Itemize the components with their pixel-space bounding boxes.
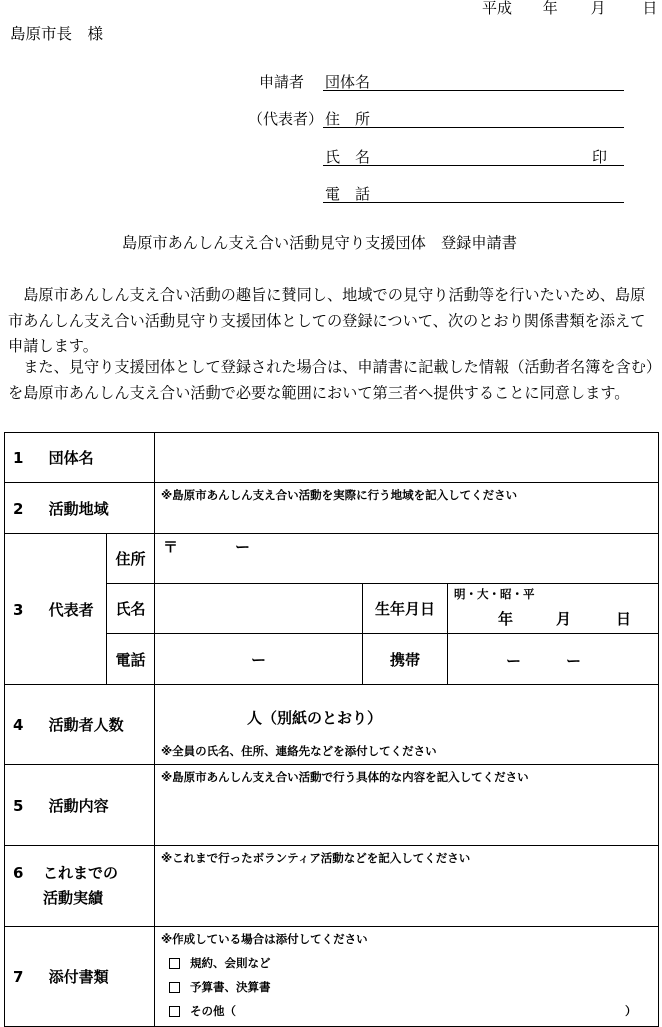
group-name-line[interactable] (323, 90, 624, 91)
rep-address-input[interactable] (155, 534, 659, 584)
date-era: 平成 (482, 0, 513, 17)
activity-history-input[interactable] (155, 846, 659, 927)
address-line[interactable] (323, 127, 624, 128)
attachment-item-label: その他（ (190, 1004, 236, 1018)
row-label: 活動内容 (48, 796, 109, 815)
mobile-dash-1: ー (506, 652, 522, 670)
seal-mark: 印 (592, 148, 608, 166)
activity-area-note: ※島原市あんしん支え合い活動を実際に行う地域を記入してください (161, 488, 518, 502)
row-number: 5 (13, 796, 24, 815)
close-paren: ） (625, 1004, 637, 1018)
rep-phone-label: 電話 (107, 634, 155, 685)
row-activity-history (5, 846, 659, 927)
rep-name-input[interactable] (155, 584, 363, 634)
birth-month: 月 (556, 610, 572, 628)
attachment-item-label: 予算書、決算書 (190, 980, 271, 994)
checkbox[interactable] (169, 1006, 180, 1017)
name-label: 氏 名 (325, 148, 371, 166)
group-name-label: 団体名 (325, 73, 371, 91)
paragraph-2: また、見守り支援団体として登録された場合は、申請書に記載した情報（活動者名簿を含む）を島原市あんしん支え合い活動で必要な範囲において第三者へ提供することに同意します。 (8, 358, 654, 402)
activity-content-input[interactable] (155, 765, 659, 846)
attachment-item-label: 規約、会則など (190, 956, 271, 970)
row-attachments (5, 927, 659, 1027)
rep-address-label: 住所 (107, 534, 155, 584)
attachment-item[interactable] (169, 979, 658, 995)
address-label: 住 所 (325, 110, 371, 128)
date-year: 年 (542, 0, 558, 17)
row-label: 活動地域 (48, 499, 109, 518)
checkbox[interactable] (169, 958, 180, 969)
addressee: 島原市長 様 (10, 25, 104, 43)
row-number: 1 (13, 449, 24, 467)
mobile-label: 携帯 (363, 634, 448, 685)
phone-label: 電 話 (325, 185, 371, 203)
date-line (482, 0, 657, 18)
rep-name-label: 氏名 (107, 584, 155, 634)
era-options: 明・大・昭・平 (454, 587, 535, 601)
row-activity-content (5, 765, 659, 846)
row-number: 6 (13, 864, 24, 882)
row-label-line-2: 活動実績 (43, 889, 104, 907)
phone-dash: ー (250, 650, 266, 669)
member-count-input[interactable] (155, 685, 659, 765)
birth-day: 日 (616, 610, 632, 628)
attachments-cell (155, 927, 659, 1027)
birth-year: 年 (498, 610, 514, 628)
row-group-name (5, 433, 659, 483)
mobile-dash-2: ー (566, 652, 582, 670)
row-label: 代表者 (48, 600, 94, 619)
attachment-item[interactable] (169, 955, 658, 971)
representative-label: （代表者） (248, 110, 324, 128)
row-label: 添付書類 (48, 968, 109, 986)
phone-line[interactable] (323, 202, 624, 203)
row-activity-area (5, 483, 659, 534)
rep-phone-input[interactable] (155, 634, 363, 685)
row-number: 2 (13, 499, 24, 518)
document-title: 島原市あんしん支え合い活動見守り支援団体 登録申請書 (122, 234, 517, 252)
attachments-note: ※作成している場合は添付してください (161, 932, 368, 946)
checkbox[interactable] (169, 982, 180, 993)
name-line[interactable] (323, 165, 624, 166)
attachment-item[interactable] (169, 1003, 658, 1019)
row-representative-address (5, 534, 659, 584)
row-number: 4 (13, 716, 24, 734)
row-label: 団体名 (48, 449, 94, 467)
application-form-table (4, 432, 659, 1027)
member-count-note: ※全員の氏名、住所、連絡先などを添付してください (161, 744, 437, 758)
row-member-count (5, 685, 659, 765)
applicant-label: 申請者 (259, 73, 305, 91)
birth-date-label: 生年月日 (363, 584, 448, 634)
activity-content-note: ※島原市あんしん支え合い活動で行う具体的な内容を記入してください (161, 770, 529, 784)
postal-mark: 〒 (163, 538, 179, 556)
row-label: 活動者人数 (48, 716, 124, 734)
date-month: 月 (590, 0, 606, 17)
row-label-line-1: これまでの (43, 864, 119, 882)
paragraph-1: 島原市あんしん支え合い活動の趣旨に賛同し、地域での見守り活動等を行いたいため、島原市あんしん支え合い活動見守り支援団体としての登録について、次のとおり関係書類を添えて申請します。 (8, 286, 646, 355)
mobile-input[interactable] (448, 634, 659, 685)
activity-area-input[interactable] (155, 483, 659, 534)
member-count-text: 人（別紙のとおり） (247, 709, 383, 727)
date-day: 日 (642, 0, 658, 17)
row-number: 3 (13, 600, 24, 619)
postal-dash: ー (235, 538, 251, 556)
group-name-input[interactable] (155, 433, 659, 483)
activity-history-note: ※これまで行ったボランティア活動などを記入してください (161, 851, 471, 865)
birth-date-input[interactable] (448, 584, 659, 634)
row-number: 7 (13, 968, 24, 986)
